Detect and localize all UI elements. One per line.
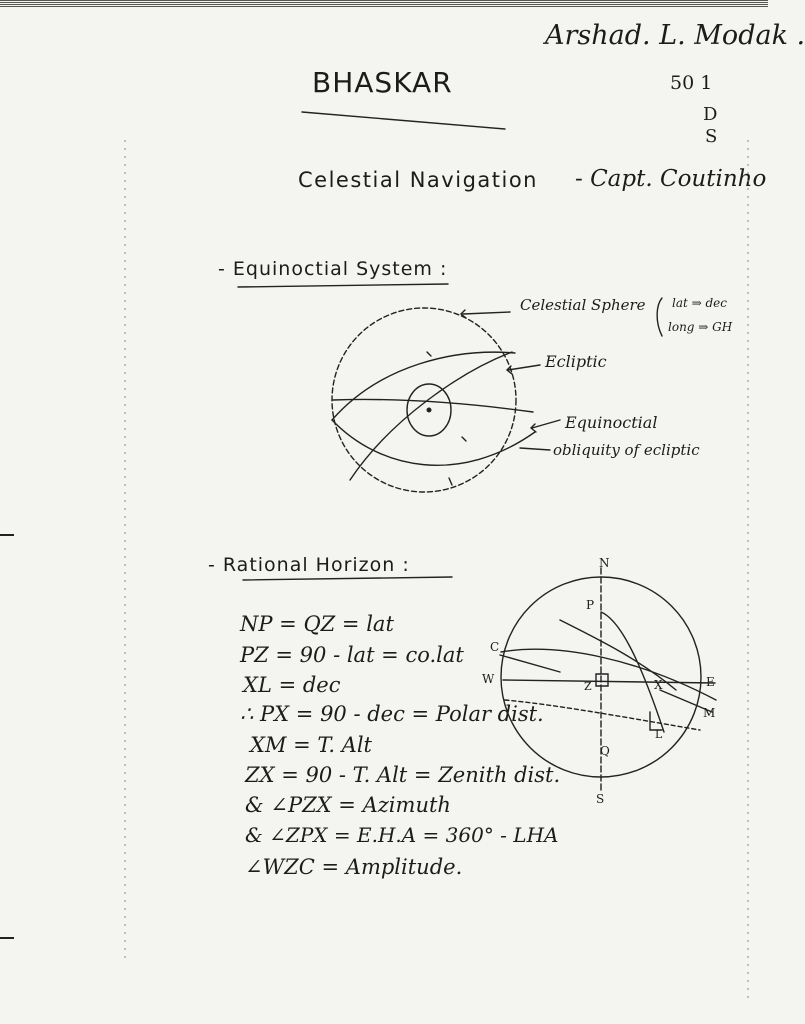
- equation-line: NP = QZ = lat: [240, 612, 394, 636]
- label-equinoctial: Equinoctial: [565, 413, 658, 432]
- name-underline: [302, 112, 505, 129]
- label-long-gh: long ⇒ GH: [668, 320, 733, 334]
- equation-line: ZX = 90 - T. Alt = Zenith dist.: [245, 763, 561, 787]
- equation-line: PZ = 90 - lat = co.lat: [240, 643, 464, 667]
- diagram-label-q: Q: [600, 744, 610, 758]
- equation-line: XM = T. Alt: [250, 733, 372, 757]
- author-signature: Arshad. L. Modak .: [545, 20, 805, 51]
- diagram-label-e: E: [706, 675, 715, 689]
- rational-horizon-sphere-diagram: [500, 568, 716, 792]
- book-author: - Capt. Coutinho: [575, 166, 767, 192]
- margin-note-2: D: [703, 104, 718, 125]
- label-ecliptic: Ecliptic: [545, 352, 607, 371]
- equation-line: ∴ PX = 90 - dec = Polar dist.: [240, 702, 544, 726]
- equation-line: XL = dec: [243, 673, 341, 697]
- diagram-label-w: W: [482, 672, 495, 686]
- book-title: Celestial Navigation: [298, 168, 538, 192]
- diagram-label-c: C: [490, 640, 500, 654]
- equation-line: & ∠ZPX = E.H.A = 360° - LHA: [245, 823, 559, 847]
- margin-note-1: 50 1: [670, 72, 713, 94]
- diagram-label-n: N: [599, 556, 610, 570]
- label-lat-dec: lat ⇒ dec: [672, 296, 728, 310]
- diagram-label-x: X: [654, 678, 663, 692]
- equation-line: & ∠PZX = Azimuth: [245, 793, 451, 817]
- margin-note-3: S: [705, 126, 718, 147]
- diagram-label-l: L: [655, 728, 663, 741]
- equinoctial-sphere-diagram: [332, 298, 662, 492]
- label-obliquity: obliquity of ecliptic: [553, 441, 700, 459]
- rational-horizon-heading-underline: [243, 577, 452, 580]
- diagram-label-s: S: [596, 792, 605, 806]
- equation-line: ∠WZC = Amplitude.: [245, 855, 463, 879]
- section-heading-equinoctial: - Equinoctial System :: [218, 258, 448, 280]
- equinoctial-heading-underline: [238, 284, 448, 287]
- section-heading-rational-horizon: - Rational Horizon :: [208, 554, 410, 576]
- diagram-label-p: P: [586, 598, 595, 612]
- label-celestial-sphere: Celestial Sphere: [520, 296, 646, 314]
- diagram-label-m: M: [703, 706, 716, 720]
- diagram-label-z: Z: [584, 680, 592, 693]
- name-heading: BHASKAR: [312, 66, 453, 99]
